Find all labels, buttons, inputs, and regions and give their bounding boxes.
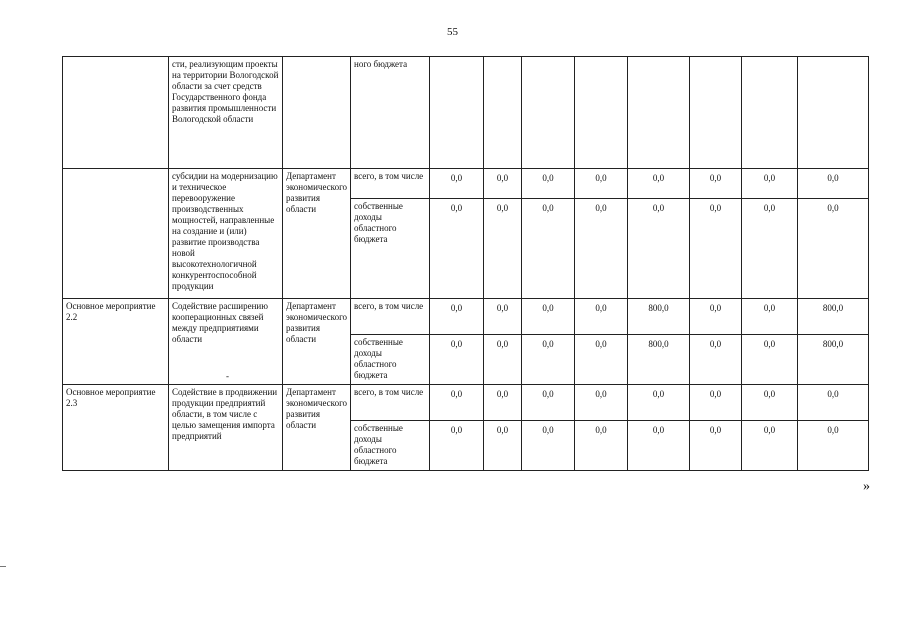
budget-table bbox=[62, 56, 869, 471]
funding-source-cell: ного бюджета bbox=[351, 57, 430, 169]
description-cell: сти, реализующим проекты на территории Вологодской области за счет средств Государственного фонда развития промышленности Вологодской области bbox=[169, 57, 283, 169]
value-cell: 0,0 bbox=[430, 335, 484, 385]
value-cell: 0,0 bbox=[742, 299, 798, 335]
funding-source-cell: собственные доходы областного бюджета bbox=[351, 335, 430, 385]
measure-cell bbox=[63, 169, 169, 299]
measure-cell: Основное мероприятие 2.2 bbox=[63, 299, 169, 385]
value-cell: 0,0 bbox=[522, 199, 575, 299]
value-cell: 0,0 bbox=[484, 335, 522, 385]
description-cell: Содействие в продвижении продукции предприятий области, в том числе с целью замещения импорта предприятий bbox=[169, 385, 283, 471]
value-cell: 0,0 bbox=[484, 385, 522, 421]
value-cell: 0,0 bbox=[430, 199, 484, 299]
value-cell: 800,0 bbox=[628, 299, 690, 335]
executor-cell: Департамент экономического развития области bbox=[283, 385, 351, 471]
value-cell bbox=[742, 57, 798, 169]
table-row bbox=[63, 299, 869, 335]
value-cell: 0,0 bbox=[690, 169, 742, 199]
executor-cell: Департамент экономического развития области bbox=[283, 299, 351, 385]
value-cell bbox=[798, 57, 869, 169]
value-cell bbox=[575, 57, 628, 169]
table-row bbox=[63, 385, 869, 421]
value-cell: 0,0 bbox=[522, 169, 575, 199]
value-cell: 800,0 bbox=[628, 335, 690, 385]
table-row bbox=[63, 57, 869, 169]
value-cell: 0,0 bbox=[430, 385, 484, 421]
description-cell: Содействие расширению кооперационных связей между предприятиями области bbox=[169, 299, 283, 385]
value-cell: 0,0 bbox=[628, 421, 690, 471]
value-cell bbox=[628, 57, 690, 169]
value-cell: 0,0 bbox=[484, 299, 522, 335]
value-cell: 0,0 bbox=[575, 335, 628, 385]
measure-cell: Основное мероприятие 2.3 bbox=[63, 385, 169, 471]
value-cell bbox=[690, 57, 742, 169]
edge-mark bbox=[0, 566, 6, 567]
value-cell: 0,0 bbox=[690, 385, 742, 421]
value-cell: 0,0 bbox=[742, 385, 798, 421]
funding-source-cell: всего, в том числе bbox=[351, 299, 430, 335]
value-cell bbox=[430, 57, 484, 169]
value-cell: 0,0 bbox=[798, 199, 869, 299]
value-cell: 0,0 bbox=[798, 169, 869, 199]
value-cell: 0,0 bbox=[430, 421, 484, 471]
value-cell: 0,0 bbox=[628, 199, 690, 299]
measure-cell bbox=[63, 57, 169, 169]
executor-cell: Департамент экономического развития области bbox=[283, 169, 351, 299]
value-cell: 0,0 bbox=[690, 421, 742, 471]
value-cell: 0,0 bbox=[575, 385, 628, 421]
funding-source-cell: всего, в том числе bbox=[351, 169, 430, 199]
value-cell: 0,0 bbox=[742, 169, 798, 199]
executor-cell bbox=[283, 57, 351, 169]
page-number: 55 bbox=[447, 26, 458, 38]
value-cell: 0,0 bbox=[522, 421, 575, 471]
funding-source-cell: всего, в том числе bbox=[351, 385, 430, 421]
value-cell: 0,0 bbox=[798, 385, 869, 421]
description-cell: субсидии на модернизацию и техническое перевооружение производственных мощностей, направленные на создание и (или) развитие производства новой высокотехнологичной конкурентоспособной продукции bbox=[169, 169, 283, 299]
value-cell: 0,0 bbox=[690, 199, 742, 299]
value-cell: 0,0 bbox=[575, 421, 628, 471]
value-cell: 0,0 bbox=[430, 299, 484, 335]
value-cell: 0,0 bbox=[798, 421, 869, 471]
value-cell: 800,0 bbox=[798, 335, 869, 385]
funding-source-cell: собственные доходы областного бюджета bbox=[351, 421, 430, 471]
value-cell: 0,0 bbox=[575, 169, 628, 199]
value-cell: 0,0 bbox=[742, 335, 798, 385]
value-cell: 0,0 bbox=[522, 385, 575, 421]
value-cell: 800,0 bbox=[798, 299, 869, 335]
value-cell: 0,0 bbox=[575, 199, 628, 299]
value-cell: 0,0 bbox=[690, 299, 742, 335]
value-cell: 0,0 bbox=[484, 169, 522, 199]
value-cell: 0,0 bbox=[575, 299, 628, 335]
value-cell: 0,0 bbox=[522, 299, 575, 335]
table-row bbox=[63, 169, 869, 199]
value-cell: 0,0 bbox=[742, 199, 798, 299]
value-cell: 0,0 bbox=[484, 421, 522, 471]
value-cell: 0,0 bbox=[628, 385, 690, 421]
value-cell: 0,0 bbox=[522, 335, 575, 385]
funding-source-cell: собственные доходы областного бюджета bbox=[351, 199, 430, 299]
closing-quote: » bbox=[863, 479, 870, 494]
value-cell bbox=[522, 57, 575, 169]
value-cell: 0,0 bbox=[430, 169, 484, 199]
dash-mark: - bbox=[226, 371, 229, 381]
value-cell: 0,0 bbox=[690, 335, 742, 385]
value-cell: 0,0 bbox=[742, 421, 798, 471]
value-cell: 0,0 bbox=[484, 199, 522, 299]
value-cell: 0,0 bbox=[628, 169, 690, 199]
value-cell bbox=[484, 57, 522, 169]
